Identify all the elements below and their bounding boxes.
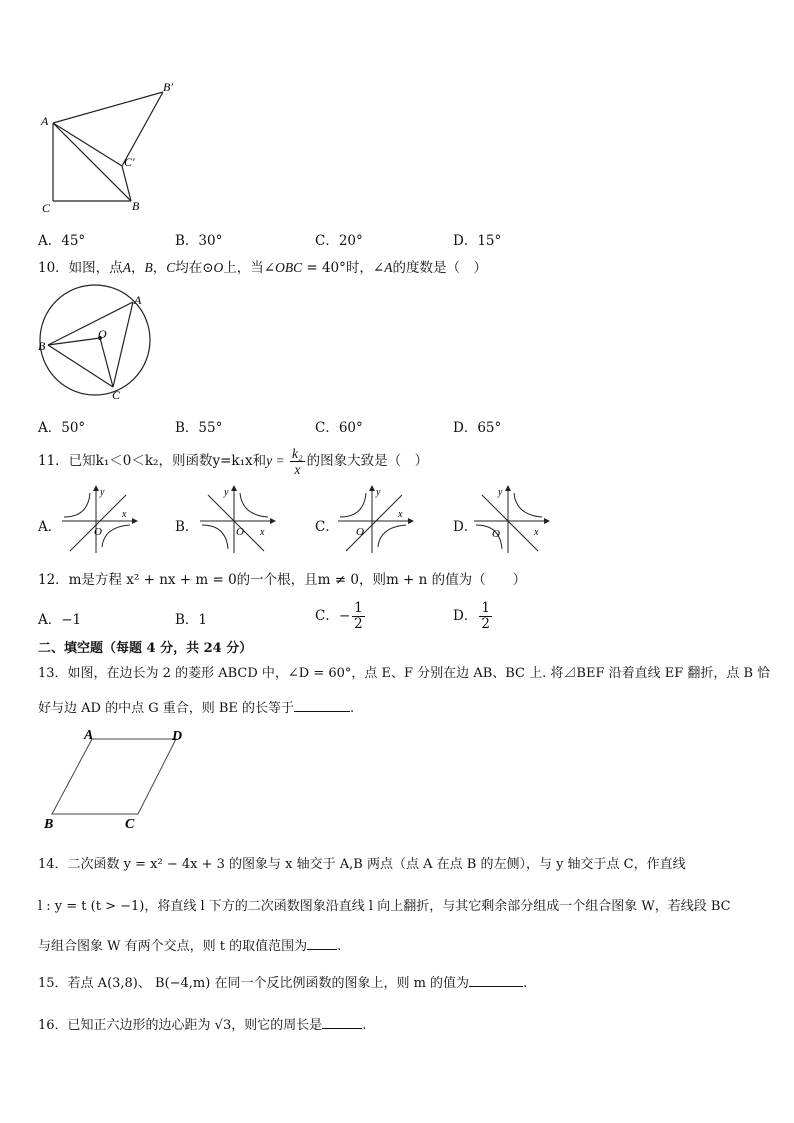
q14-answer-blank[interactable] xyxy=(307,935,337,950)
q12-question: 12．m是方程 x² + nx + m = 0的一个根，且m ≠ 0，则m + n 的值为（ ） xyxy=(38,572,527,588)
svg-text:O: O xyxy=(236,526,244,538)
q12-option-a[interactable]: A．−1 xyxy=(38,612,82,628)
svg-text:x: x xyxy=(534,527,539,538)
q16-question: 16．已知正六边形的边心距为 √3，则它的周长是 . xyxy=(38,1014,366,1035)
q13-answer-blank[interactable] xyxy=(294,697,350,712)
label-a: A xyxy=(41,114,49,128)
q9-option-c[interactable]: C．20° xyxy=(315,233,363,249)
svg-text:y: y xyxy=(498,487,503,498)
label-b: B xyxy=(132,199,140,213)
q14-line1: 14．二次函数 y = x² − 4x + 3 的图象与 x 轴交于 A,B 两点（点 A 在点 B 的左侧），与 y 轴交于点 C，作直线 xyxy=(38,857,686,872)
svg-text:D: D xyxy=(172,729,183,744)
label-b: B xyxy=(38,339,46,353)
q10-option-c[interactable]: C．60° xyxy=(315,420,363,436)
svg-text:x: x xyxy=(122,509,127,520)
q9-option-a[interactable]: A．45° xyxy=(38,233,86,249)
q11-option-b-label[interactable]: B． xyxy=(175,519,199,535)
q15-question: 15．若点 A(3,8)、 B(−4,m) 在同一个反比例函数的图象上，则 m 的值为 . xyxy=(38,972,527,993)
q13-rhombus-figure xyxy=(40,725,200,835)
label-o: O xyxy=(98,327,107,341)
svg-text:y: y xyxy=(100,487,105,498)
q12-option-c[interactable]: C．− $\frac{1}{2}$ xyxy=(315,600,363,632)
q10-circle-figure xyxy=(30,282,160,407)
svg-text:O: O xyxy=(356,526,364,538)
svg-text:B: B xyxy=(44,817,54,832)
label-c: C xyxy=(112,388,121,402)
q14-line2: l : y = t (t > −1)，将直线 l 下方的二次函数图象沿直线 l 向上翻折，与其它剩余部分组成一个组合图象 W，若线段 BC xyxy=(38,899,731,914)
q13-line1: 13．如图，在边长为 2 的菱形 ABCD 中，∠D = 60°，点 E、F 分别在边 AB、BC 上. 将⊿BEF 沿着直线 EF 翻折，点 B 恰 xyxy=(38,666,771,681)
label-c: C xyxy=(42,201,51,215)
svg-text:O: O xyxy=(94,526,102,538)
q10-option-d[interactable]: D．65° xyxy=(453,420,502,436)
label-b-prime: B′ xyxy=(163,80,173,94)
q12-option-b[interactable]: B．1 xyxy=(175,612,208,628)
q14-line3: 与组合图象 W 有两个交点，则 t 的取值范围为 . xyxy=(38,935,341,956)
q10-option-a[interactable]: A．50° xyxy=(38,420,86,436)
q11-graph-c[interactable] xyxy=(336,485,416,555)
q9-figure xyxy=(30,78,190,218)
q9-option-b[interactable]: B．30° xyxy=(175,233,223,249)
q11-graph-b[interactable] xyxy=(198,485,278,555)
svg-text:A: A xyxy=(84,728,94,743)
q13-line2: 好与边 AD 的中点 G 重合，则 BE 的长等于 . xyxy=(38,697,354,718)
svg-text:x: x xyxy=(398,509,403,520)
svg-text:O: O xyxy=(492,528,500,540)
svg-text:y: y xyxy=(224,487,229,498)
q16-answer-blank[interactable] xyxy=(322,1014,362,1029)
svg-text:y: y xyxy=(376,487,381,498)
q11-graph-a[interactable] xyxy=(60,485,140,555)
q11-graph-d[interactable] xyxy=(472,485,552,555)
q11-question: 11．已知k₁＜0＜k₂，则函数y=k₁x和y = $\frac{\text{k₂}}{x}$ 的图象大致是（ ） xyxy=(38,446,429,477)
q10-question: 10．如图，点A，B，C均在⊙O上，当∠OBC = 40°时，∠A的度数是（ ） xyxy=(38,260,487,276)
q11-option-c-label[interactable]: C． xyxy=(315,519,339,535)
q15-answer-blank[interactable] xyxy=(469,972,523,987)
q11-option-a-label[interactable]: A． xyxy=(38,519,62,535)
q9-option-d[interactable]: D．15° xyxy=(453,233,502,249)
q12-option-d[interactable]: D． $\frac{1}{2}$ xyxy=(453,600,490,632)
svg-text:C: C xyxy=(125,817,135,832)
label-a: A xyxy=(134,293,142,307)
section-title: 二、填空题（每题 4 分，共 24 分） xyxy=(38,641,253,656)
svg-text:x: x xyxy=(260,527,265,538)
q11-option-d-label[interactable]: D． xyxy=(453,519,478,535)
label-c-prime: C′ xyxy=(124,155,135,169)
q10-option-b[interactable]: B．55° xyxy=(175,420,223,436)
